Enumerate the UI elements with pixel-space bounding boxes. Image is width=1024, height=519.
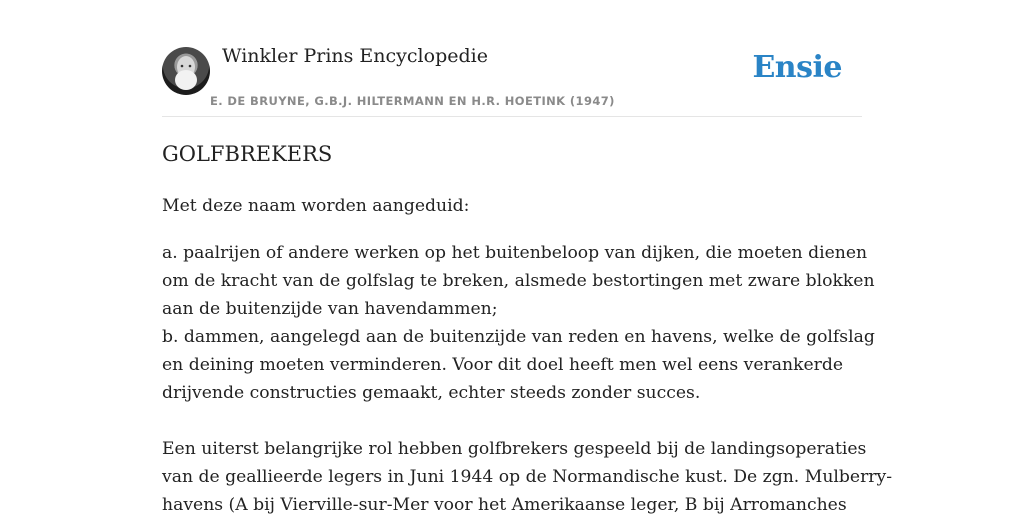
brand-logo[interactable]: Ensie <box>752 50 842 85</box>
text-line: havens (A bij Vierville-sur-Mer voor het Amerikaanse leger, B bij Arromanches <box>162 495 847 515</box>
body-paragraph <box>162 239 875 407</box>
site-header <box>162 0 862 117</box>
author-byline: E. DE BRUYNE, G.B.J. HILTERMANN EN H.R. HOETINK (1947) <box>210 94 615 108</box>
text-line: Een uiterst belangrijke rol hebben golfbrekers gespeeld bij de landingsoperaties <box>162 439 867 459</box>
text-line: Met deze naam worden aangeduid: <box>162 196 470 216</box>
third-paragraph <box>162 435 893 519</box>
article-headword: GOLFBREKERS <box>162 142 333 166</box>
text-line: van de geallieerde legers in Juni 1944 op de Normandische kust. De zgn. Mulberry- <box>162 467 893 487</box>
text-line: b. dammen, aangelegd aan de buitenzijde van reden en havens, welke de golfslag <box>162 327 875 347</box>
portrait-avatar-icon[interactable] <box>162 47 210 95</box>
text-line: en deining moeten verminderen. Voor dit doel heeft men wel eens verankerde <box>162 355 844 375</box>
text-line: drijvende constructies gemaakt, echter steeds zonder succes. <box>162 383 701 403</box>
page-container <box>162 0 893 515</box>
intro-paragraph <box>162 192 862 220</box>
avatar-portrait-graphic <box>162 47 210 95</box>
site-title[interactable]: Winkler Prins Encyclopedie <box>222 45 488 67</box>
text-line: a. paalrijen of andere werken op het buitenbeloop van dijken, die moeten dienen <box>162 243 868 263</box>
text-line: aan de buitenzijde van havendammen; <box>162 299 498 319</box>
text-line: om de kracht van de golfslag te breken, alsmede bestortingen met zware blokken <box>162 271 875 291</box>
